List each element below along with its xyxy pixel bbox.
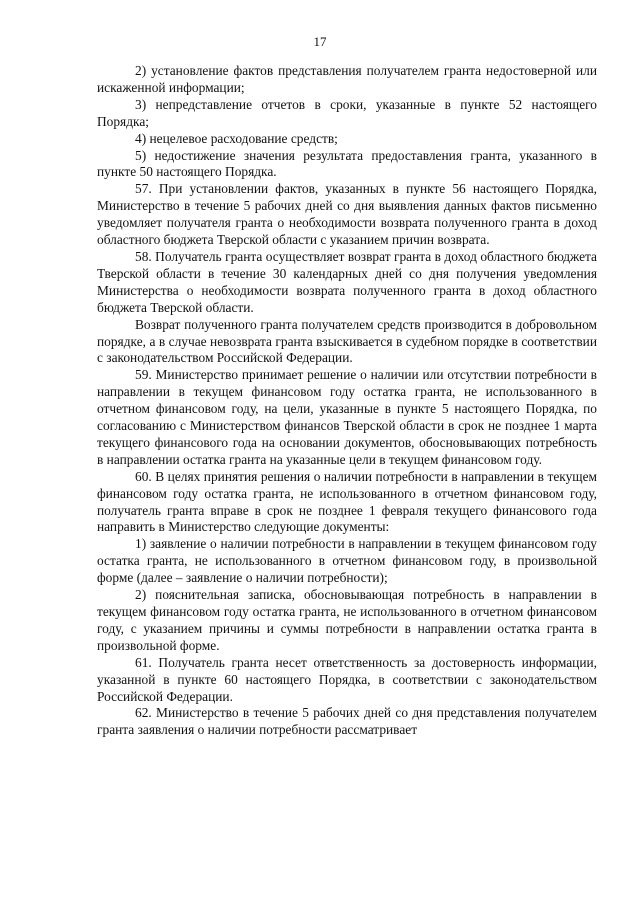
paragraph-60-item-2: 2) пояснительная записка, обосновывающая потребность в направлении в текущем финансовом году остатка гранта, не использованного в отчетном финансовом году, с указанием причины и суммы потребности в направлении остатка гранта в произвольной форме.	[97, 587, 597, 653]
paragraph-58-refund: Возврат полученного гранта получателем средств производится в добровольном порядке, а в случае невозврата гранта взыскивается в судебном порядке в соответствии с законодательством Российской Федерации.	[97, 316, 597, 366]
paragraph-58: 58. Получатель гранта осуществляет возврат гранта в доход областного бюджета Тверской области в течение 30 календарных дней со дня получения уведомления Министерства о необходимости возврата полученного гранта в доход областного бюджета Тверской области.	[97, 248, 597, 315]
paragraph-61: 61. Получатель гранта несет ответственность за достоверность информации, указанной в пункте 60 настоящего Порядка, в соответствии с законодательством Российской Федерации.	[97, 654, 597, 704]
page-number: 17	[313, 34, 327, 49]
paragraph-62: 62. Министерство в течение 5 рабочих дней со дня представления получателем гранта заявления о наличии потребности рассматривает	[97, 705, 597, 738]
document-body	[97, 63, 597, 739]
paragraph-item-3: 3) непредставление отчетов в сроки, указанные в пункте 52 настоящего Порядка;	[97, 96, 597, 129]
paragraph-60: 60. В целях принятия решения о наличии потребности в направлении в текущем финансовом году остатка гранта, не использованного в отчетном финансовом году, получатель гранта вправе в срок не позднее 1 февраля текущего финансового года направить в Министерство следующие документы:	[97, 468, 597, 535]
paragraph-item-5: 5) недостижение значения результата предоставления гранта, указанного в пункте 50 настоящего Порядка.	[97, 147, 597, 180]
paragraph-60-item-1: 1) заявление о наличии потребности в направлении в текущем финансовом году остатка гранта, не использованного в отчетном финансовом году, в произвольной форме (далее – заявление о наличии потребности);	[97, 536, 597, 586]
paragraph-item-2: 2) установление фактов представления получателем гранта недостоверной или искаженной информации;	[97, 63, 597, 95]
paragraph-59: 59. Министерство принимает решение о наличии или отсутствии потребности в направлении в текущем финансовом году остатка гранта, не использованного в отчетном финансовом году, на цели, указанные в пункте 5 настоящего Порядка, по согласованию с Министерством финансов Тверской области в срок не позднее 1 марта текущего финансового года на основании документов, обосновывающих потребность в направлении остатка гранта на указанные цели в текущем финансовом году.	[97, 367, 597, 467]
paragraph-item-4: 4) нецелевое расходование средств;	[135, 130, 338, 146]
paragraph-57: 57. При установлении фактов, указанных в пункте 56 настоящего Порядка, Министерство в течение 5 рабочих дней со дня выявления данных фактов письменно уведомляет получателя гранта о необходимости возврата полученного гранта в доход областного бюджета Тверской области с указанием причин возврата.	[97, 181, 597, 248]
